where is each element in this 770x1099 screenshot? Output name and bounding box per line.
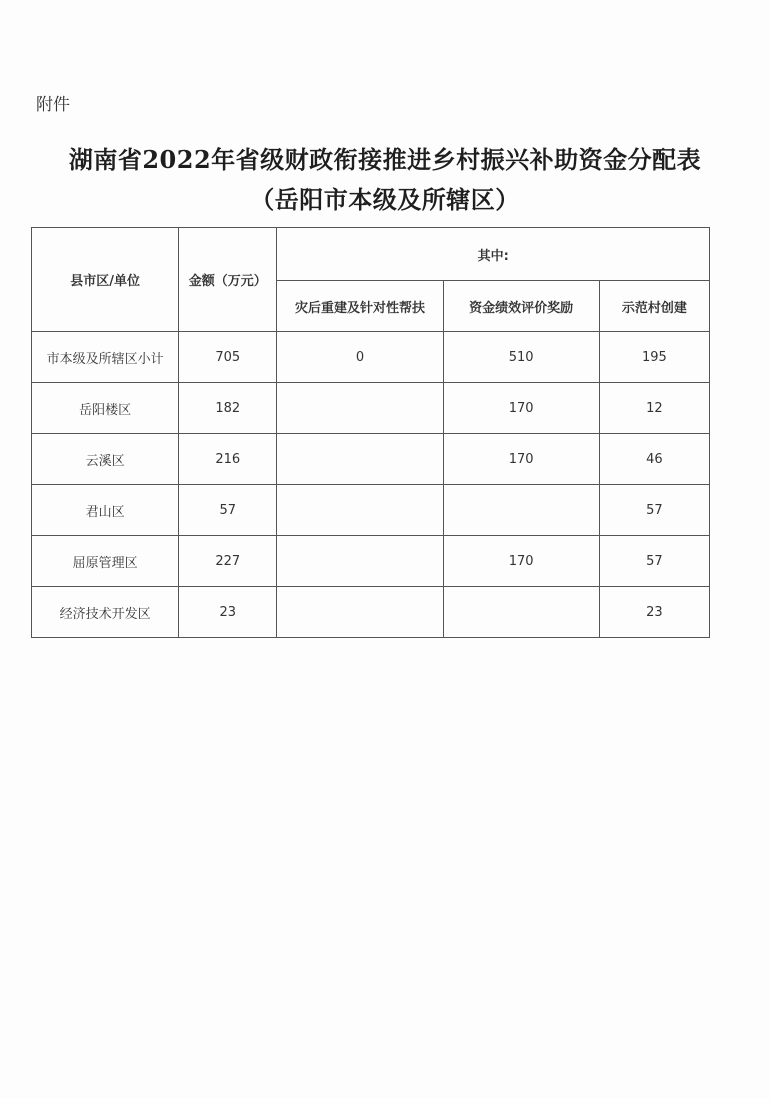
cell-unit: 经济技术开发区: [32, 587, 179, 638]
cell-demo-village: 46: [599, 434, 709, 485]
header-amount: 金额（万元）: [179, 228, 277, 332]
cell-performance: [443, 485, 599, 536]
cell-disaster: [277, 485, 443, 536]
cell-performance: 510: [443, 332, 599, 383]
cell-demo-village: 23: [599, 587, 709, 638]
cell-disaster: [277, 383, 443, 434]
cell-performance: [443, 587, 599, 638]
allocation-table: [31, 227, 710, 638]
document-subtitle: （岳阳市本级及所辖区）: [250, 185, 520, 214]
cell-disaster: [277, 587, 443, 638]
cell-unit: 云溪区: [32, 434, 179, 485]
table-row: [32, 332, 710, 383]
cell-demo-village: 195: [599, 332, 709, 383]
document-title: 湖南省2022年省级财政衔接推进乡村振兴补助资金分配表: [68, 145, 702, 174]
cell-unit: 岳阳楼区: [32, 383, 179, 434]
cell-performance: 170: [443, 536, 599, 587]
cell-amount: 23: [179, 587, 277, 638]
table-row: [32, 536, 710, 587]
header-disaster: 灾后重建及针对性帮扶: [277, 281, 443, 332]
cell-disaster: 0: [277, 332, 443, 383]
cell-demo-village: 12: [599, 383, 709, 434]
cell-amount: 705: [179, 332, 277, 383]
table-row: [32, 434, 710, 485]
cell-disaster: [277, 434, 443, 485]
table-header-row: [32, 228, 710, 281]
header-among: 其中:: [277, 228, 710, 281]
attachment-label: 附件: [36, 95, 70, 115]
cell-unit: 市本级及所辖区小计: [32, 332, 179, 383]
cell-performance: 170: [443, 383, 599, 434]
cell-amount: 182: [179, 383, 277, 434]
cell-amount: 57: [179, 485, 277, 536]
cell-demo-village: 57: [599, 536, 709, 587]
cell-performance: 170: [443, 434, 599, 485]
table-row: [32, 587, 710, 638]
cell-unit: 君山区: [32, 485, 179, 536]
cell-disaster: [277, 536, 443, 587]
cell-unit: 屈原管理区: [32, 536, 179, 587]
header-demo-village: 示范村创建: [599, 281, 709, 332]
cell-demo-village: 57: [599, 485, 709, 536]
table-row: [32, 383, 710, 434]
cell-amount: 227: [179, 536, 277, 587]
cell-amount: 216: [179, 434, 277, 485]
header-performance: 资金绩效评价奖励: [443, 281, 599, 332]
header-unit: 县市区/单位: [32, 228, 179, 332]
table-row: [32, 485, 710, 536]
